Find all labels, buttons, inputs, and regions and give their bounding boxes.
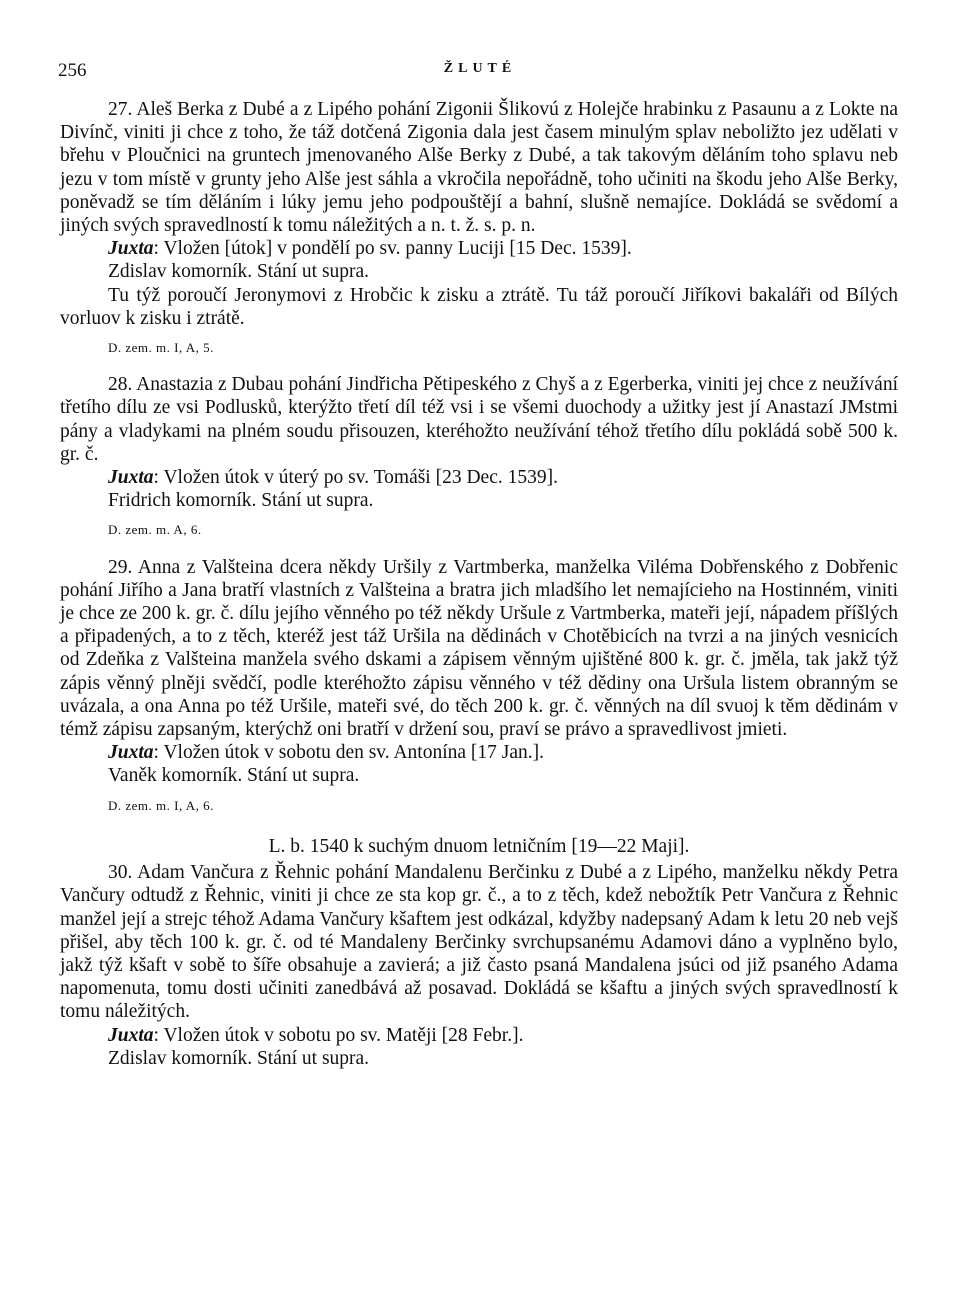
entry-29 — [60, 556, 898, 817]
source-reference: D. zem. m. A, 6. — [108, 522, 202, 538]
juxta-text: : Vložen [útok] v pondělí po sv. panny Luciji [15 Dec. 1539]. — [153, 238, 632, 260]
juxta-line — [60, 237, 898, 260]
juxta-text: : Vložen útok v sobotu po sv. Matěji [28 Febr.]. — [153, 1024, 524, 1046]
entry-text: 27. Aleš Berka z Dubé a z Lipého pohání Zigonii Šlikovú z Holejče hrabinku z Pasaunu a z Lokte na Divínč, viniti ji chce z toho, že táž dotčená Zigonia dala jest časem minulým splav neboližto jez udělati v břehu v Ploučnici na gruntech jmenovaného Alše Berky z Dubé, a tak takovým děláním toho splavu neb jezu v tom místě v grunty jeho Alše jest sáhla a vkročila nepořádně, toho učiniti na škodu jeho Alše Berky, poněvadž se tím děláním i lúky jemu jeho podpouštějí a bahní, slušně nemajíce. Dokládá se svědomí a jiných svých spravedlností k tomu náležitých a n. t. ž. s. p. n. — [60, 99, 898, 237]
source-reference: D. zem. m. I, A, 5. — [108, 340, 214, 356]
attorney-line: Tu týž poroučí Jeronymovi z Hrobčic k zisku a ztrátě. Tu táž poroučí Jiříkovi bakaláři od Bílých vorluov k zisku i ztrátě. — [60, 284, 898, 329]
chamberlain-line: Fridrich komorník. Stání ut supra. — [108, 490, 374, 512]
page-header — [58, 60, 902, 86]
entry-30 — [60, 861, 898, 1070]
section-dateline: L. b. 1540 k suchým dnuom letničním [19—22 Maji]. — [268, 835, 690, 857]
juxta-label: Juxta — [108, 742, 154, 764]
page-body — [60, 98, 898, 1084]
entry-text: 29. Anna z Valšteina dcera někdy Uršily z Vartmberka, manželka Viléma Dobřenského z Dobřenic pohání Jiřího a Jana bratří vlastních z Valšteina a bratra jich mladšího let nemajícieho na Hostinném, viniti je chce ze 200 k. gr. č. dílu jejího věnného po též někdy Uršule z Vartmberka, mateři její, nápadem příšlých a připadených, a to z těch, kteréž jest táž Uršila na dědinách v Chotěbicích na tvrzi a na jiných vesnicích od Zdeňka z Valšteina manžela svého dskami a zápisem věnným ujištěné 800 k. gr. č. jměla, tak jakž týž zápis věnný plněji svědčí, podle kteréhožto zápisu věnného v též dědiny ona Uršula listem obranným se uvázala, a ona Anna po též Uršile, mateři své, do těch 200 k. gr. č. věnných na díl svuoj k těm dědinám v témž zápisu zapsaným, kterýchž oni bratří v držení sou, praví se právo a spravedlivost jmieti. — [60, 556, 898, 741]
entry-28 — [60, 373, 898, 541]
entry-text: 30. Adam Vančura z Řehnic pohání Mandalenu Berčinku z Dubé a z Lipého, manželku někdy Petra Vančury odtudž z Řehnic, viniti ji chce ze sta kop gr. č., a to z těch, kdež nebožtík Petr Vančura z Řehnic manžel její a strejc téhož Adama Vančury kšaftem jest odkázal, kdyžby nadepsaný Adam k letu 20 neb vejš přišel, aby těch 100 k. gr. č. od té Mandaleny Berčinky svrchupsanému Adamovi dáno a vyplněno bylo, jakž týž kšaft v sobě to šíře obsahuje a zavierá; a již často psaná Mandalena jsúci od již psaného Adama napomenuta, tomu dosti učiniti zanedbává až posavad. Dokládá se kšaftu a jiných svých spravedlností k tomu náležitých. — [60, 862, 898, 1023]
source-reference: D. zem. m. I, A, 6. — [108, 797, 214, 813]
running-title: ŽLUTÉ — [443, 61, 517, 76]
chamberlain-line: Zdislav komorník. Stání ut supra. — [108, 261, 370, 283]
juxta-line — [60, 466, 898, 489]
juxta-line — [60, 741, 898, 764]
juxta-text: : Vložen útok v úterý po sv. Tomáši [23 Dec. 1539]. — [153, 467, 558, 489]
juxta-label: Juxta — [108, 467, 154, 489]
entry-27 — [60, 98, 898, 359]
juxta-line — [60, 1024, 898, 1047]
juxta-label: Juxta — [108, 238, 154, 260]
juxta-label: Juxta — [108, 1024, 154, 1046]
chamberlain-line: Vaněk komorník. Stání ut supra. — [108, 765, 360, 787]
chamberlain-line: Zdislav komorník. Stání ut supra. — [108, 1047, 370, 1069]
entry-text: 28. Anastazia z Dubau pohání Jindřicha Pětipeského z Chyš a z Egerberka, viniti jej chce z neužívání třetího dílu ze vsi Podlusků, kterýžto třetí díl též vsi i se všemi duochody a užitky jest jí Anastazí JMstmi pány a vladykami na plném soudu přisouzen, kteréhožto neužívání téhož třetího dílu pokládá sobě 500 k. gr. č. — [60, 374, 898, 465]
juxta-text: : Vložen útok v sobotu den sv. Antonína [17 Jan.]. — [153, 742, 545, 764]
page-number: 256 — [58, 60, 87, 81]
